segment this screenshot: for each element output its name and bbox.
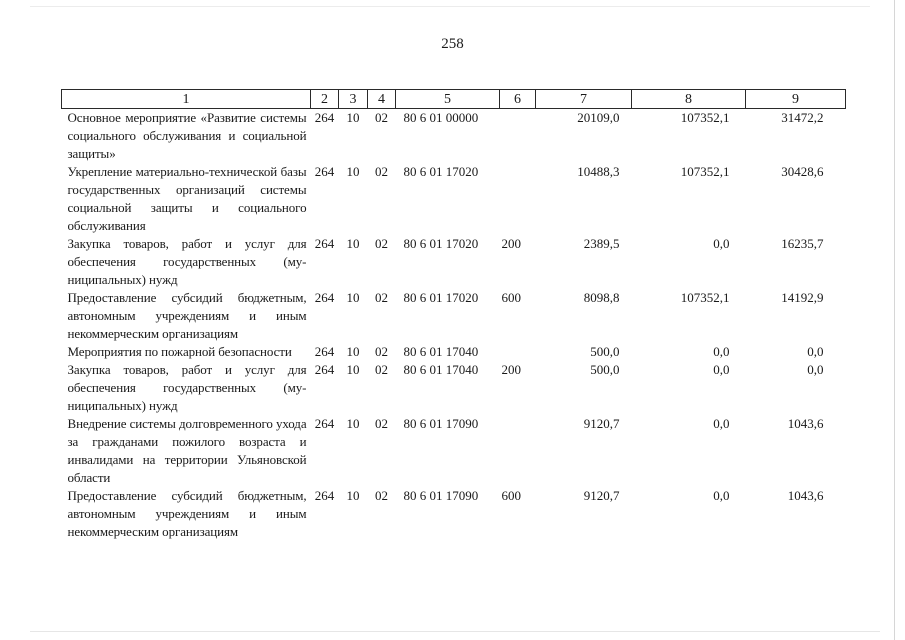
cell-expense-type xyxy=(500,109,536,164)
cell-amount-9: 31472,2 xyxy=(781,110,824,125)
cell-amount-8: 0,0 xyxy=(713,416,730,431)
cell-section: 10 xyxy=(346,362,360,377)
cell-target-article: 80 6 01 17020 xyxy=(403,290,479,305)
cell-amount-9: 0,0 xyxy=(807,344,824,359)
cell-ministry: 264 xyxy=(314,416,335,431)
scan-edge-bottom xyxy=(30,631,880,632)
cell-expense-type: 200 xyxy=(501,236,521,251)
cell-expense-type xyxy=(500,163,536,235)
cell-amount-9: 30428,6 xyxy=(781,164,824,179)
cell-ministry: 264 xyxy=(314,488,335,503)
cell-amount-8: 0,0 xyxy=(713,362,730,377)
table-row xyxy=(62,163,846,235)
row-name: Предоставление субсидий бюджетным, автономным учреждениям и иным некоммерческим организациям xyxy=(67,290,307,341)
cell-amount-8: 107352,1 xyxy=(680,110,730,125)
row-name: Предоставление субсидий бюджетным, автономным учреждениям и иным некоммерческим организациям xyxy=(67,488,307,539)
scan-edge-top xyxy=(30,6,870,7)
cell-subsection: 02 xyxy=(375,236,388,251)
cell-section: 10 xyxy=(346,344,360,359)
cell-subsection: 02 xyxy=(375,488,388,503)
cell-amount-7: 10488,3 xyxy=(577,164,620,179)
cell-amount-8: 0,0 xyxy=(713,236,730,251)
cell-section: 10 xyxy=(346,236,360,251)
cell-amount-7: 500,0 xyxy=(590,362,620,377)
cell-subsection: 02 xyxy=(375,416,388,431)
cell-section: 10 xyxy=(346,290,360,305)
cell-target-article: 80 6 01 17090 xyxy=(403,488,479,503)
row-name: Мероприятия по пожарной безопасности xyxy=(67,344,292,359)
cell-ministry: 264 xyxy=(314,236,335,251)
cell-amount-9: 1043,6 xyxy=(787,488,824,503)
row-name: Закупка товаров, работ и услуг для обеспечения государственных (муниципальных) нужд xyxy=(67,236,307,287)
cell-amount-8: 0,0 xyxy=(713,344,730,359)
cell-target-article: 80 6 01 17040 xyxy=(403,362,479,377)
cell-section: 10 xyxy=(346,488,360,503)
cell-amount-7: 500,0 xyxy=(590,344,620,359)
cell-amount-7: 9120,7 xyxy=(583,416,620,431)
cell-amount-8: 107352,1 xyxy=(680,290,730,305)
cell-target-article: 80 6 01 17090 xyxy=(403,416,479,431)
budget-table xyxy=(61,89,846,541)
column-header-8: 8 xyxy=(632,90,746,109)
cell-target-article: 80 6 01 00000 xyxy=(403,110,479,125)
table-row xyxy=(62,109,846,164)
cell-subsection: 02 xyxy=(375,362,388,377)
cell-amount-9: 16235,7 xyxy=(781,236,824,251)
table-row xyxy=(62,487,846,541)
cell-ministry: 264 xyxy=(314,290,335,305)
table-row xyxy=(62,361,846,415)
cell-amount-7: 2389,5 xyxy=(583,236,620,251)
cell-amount-7: 9120,7 xyxy=(583,488,620,503)
cell-expense-type xyxy=(500,415,536,487)
table-row xyxy=(62,343,846,361)
cell-subsection: 02 xyxy=(375,110,388,125)
cell-section: 10 xyxy=(346,164,360,179)
column-header-5: 5 xyxy=(396,90,500,109)
cell-amount-9: 1043,6 xyxy=(787,416,824,431)
row-name: Укрепление материально-технической базы государственных организаций системы социальной защиты и социального обслуживания xyxy=(67,164,307,233)
cell-amount-9: 0,0 xyxy=(807,362,824,377)
row-name: Основное мероприятие «Развитие системы социального обслуживания и социальной защиты» xyxy=(67,110,307,161)
cell-subsection: 02 xyxy=(375,290,388,305)
cell-expense-type xyxy=(500,343,536,361)
cell-amount-7: 20109,0 xyxy=(577,110,620,125)
cell-expense-type: 600 xyxy=(501,488,521,503)
cell-subsection: 02 xyxy=(375,344,388,359)
column-header-2: 2 xyxy=(311,90,339,109)
column-header-7: 7 xyxy=(536,90,632,109)
table-row xyxy=(62,235,846,289)
cell-target-article: 80 6 01 17020 xyxy=(403,236,479,251)
cell-amount-7: 8098,8 xyxy=(583,290,620,305)
table-row xyxy=(62,415,846,487)
scan-edge-right xyxy=(894,0,895,640)
cell-amount-9: 14192,9 xyxy=(781,290,824,305)
table-header-row xyxy=(62,90,846,109)
cell-amount-8: 107352,1 xyxy=(680,164,730,179)
column-header-9: 9 xyxy=(746,90,846,109)
column-header-3: 3 xyxy=(339,90,368,109)
column-header-1: 1 xyxy=(62,90,311,109)
table-row xyxy=(62,289,846,343)
cell-section: 10 xyxy=(346,416,360,431)
cell-target-article: 80 6 01 17020 xyxy=(403,164,479,179)
cell-amount-8: 0,0 xyxy=(713,488,730,503)
cell-expense-type: 600 xyxy=(501,290,521,305)
row-name: Закупка товаров, работ и услуг для обеспечения государственных (муниципальных) нужд xyxy=(67,362,307,413)
column-header-6: 6 xyxy=(500,90,536,109)
cell-target-article: 80 6 01 17040 xyxy=(403,344,479,359)
cell-ministry: 264 xyxy=(314,164,335,179)
cell-ministry: 264 xyxy=(314,110,335,125)
cell-section: 10 xyxy=(346,110,360,125)
cell-subsection: 02 xyxy=(375,164,388,179)
cell-ministry: 264 xyxy=(314,344,335,359)
row-name: Внедрение системы долговременного ухода за гражданами пожилого возраста и инвалидами на территории Ульяновской области xyxy=(67,416,307,485)
cell-ministry: 264 xyxy=(314,362,335,377)
cell-expense-type: 200 xyxy=(501,362,521,377)
page-number: 258 xyxy=(441,36,464,52)
column-header-4: 4 xyxy=(368,90,396,109)
